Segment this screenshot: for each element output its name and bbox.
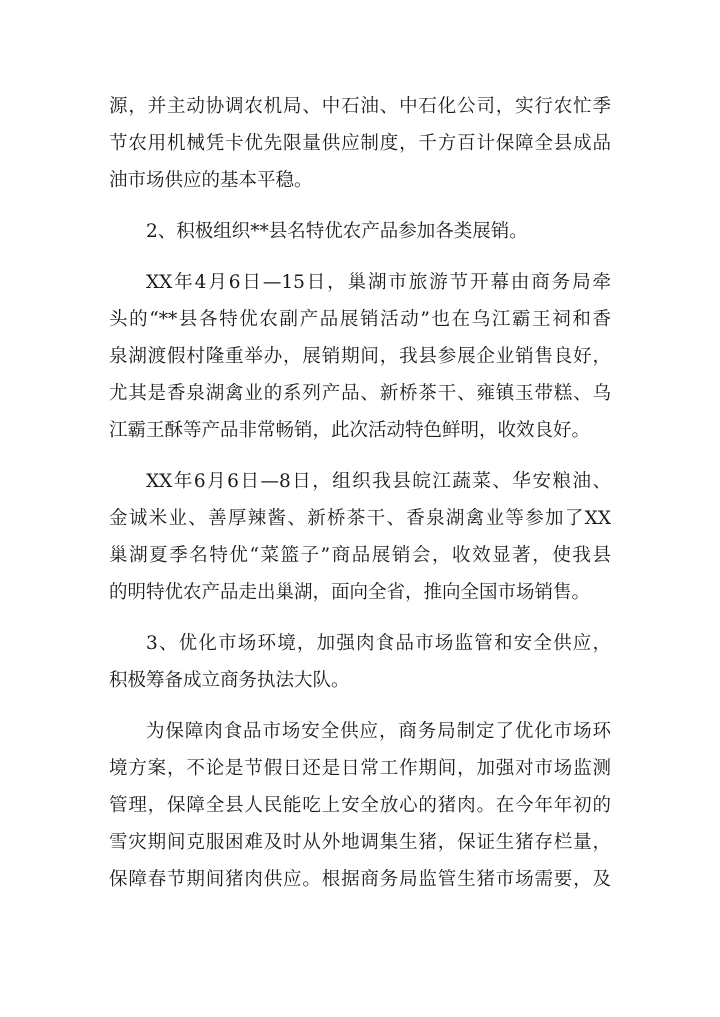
paragraph-spacing: [109, 199, 611, 213]
text-line: 3、优化市场环境，加强肉食品市场监管和安全供应，: [146, 633, 611, 654]
text-line: 源，并主动协调农机局、中石油、中石化公司，实行农忙季: [109, 96, 611, 117]
paragraph: [109, 88, 611, 199]
section-heading: [109, 625, 611, 699]
text-line: 头的“**县各特优农副产品展销活动”也在乌江霸王祠和香: [109, 309, 611, 330]
text-line: 泉湖渡假村隆重举办，展销期间，我县参展企业销售良好，: [109, 346, 611, 367]
document-body: [109, 88, 611, 898]
paragraph: [109, 463, 611, 611]
text-line: 雪灾期间克服困难及时从外地调集生猪，保证生猪存栏量，: [109, 832, 611, 853]
paragraph-spacing: [109, 250, 611, 264]
text-line: 尤其是香泉湖禽业的系列产品、新桥茶干、雍镇玉带糕、乌: [109, 383, 611, 404]
text-line: XX年4月6日—15日，巢湖市旅游节开幕由商务局牵: [146, 272, 611, 293]
text-line: 保障春节期间猪肉供应。根据商务局监管生猪市场需要，及: [109, 869, 611, 890]
text-line: 积极筹备成立商务执法大队。: [109, 670, 350, 691]
text-line: 为保障肉食品市场安全供应，商务局制定了优化市场环: [146, 721, 611, 742]
text-line: 油市场供应的基本平稳。: [109, 170, 313, 191]
text-line: 江霸王酥等产品非常畅销，此次活动特色鲜明，收效良好。: [109, 420, 591, 441]
text-line: 2、积极组织**县名特优农产品参加各类展销。: [146, 221, 528, 242]
text-line: 管理，保障全县人民能吃上安全放心的猪肉。在今年年初的: [109, 795, 611, 816]
section-heading: [109, 213, 611, 250]
paragraph: [109, 713, 611, 898]
paragraph: [109, 264, 611, 449]
text-line: 的明特优农产品走出巢湖，面向全省，推向全国市场销售。: [109, 582, 591, 603]
paragraph-spacing: [109, 611, 611, 625]
text-line: 节农用机械凭卡优先限量供应制度，千方百计保障全县成品: [109, 133, 611, 154]
paragraph-spacing: [109, 449, 611, 463]
text-line: 巢湖夏季名特优“菜篮子”商品展销会，收效显著，使我县: [109, 545, 611, 566]
text-line: XX年6月6日—8日，组织我县皖江蔬菜、华安粮油、: [146, 471, 611, 492]
paragraph-spacing: [109, 699, 611, 713]
text-line: 金诚米业、善厚辣酱、新桥茶干、香泉湖禽业等参加了XX: [109, 508, 611, 529]
text-line: 境方案，不论是节假日还是日常工作期间，加强对市场监测: [109, 758, 611, 779]
